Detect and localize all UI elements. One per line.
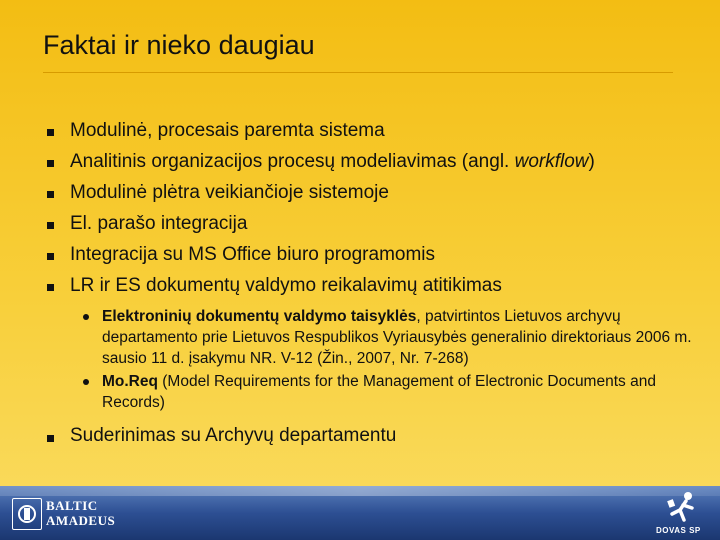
bullet-text: Integracija su MS Office biuro programomis (70, 244, 436, 265)
bullet-item (47, 119, 717, 150)
square-bullet-icon (47, 160, 54, 167)
bullet-item (47, 181, 717, 212)
baltic-amadeus-logo-icon (12, 498, 42, 530)
bullet-item (47, 274, 717, 305)
sub-bullet-text: , patvirtintos Lietuvos archyvų departamento prie Lietuvos Respublikos Vyriausybės generalinio direktoriaus 2006 m. sausio 11 d. įsakymu NR. V-12 (Žin., 2007, Nr. 7-268) (102, 308, 692, 367)
bullet-text: LR ir ES dokumentų valdymo reikalavimų atitikimas (70, 275, 502, 296)
slide-title: Faktai ir nieko daugiau (43, 30, 315, 60)
round-bullet-icon (83, 314, 89, 320)
square-bullet-icon (47, 284, 54, 291)
bullet-text: Modulinė plėtra veikiančioje sistemoje (70, 182, 389, 203)
bullet-item (47, 212, 717, 243)
bullet-item (47, 425, 647, 451)
sub-bullet-list (80, 306, 700, 415)
square-bullet-icon (47, 222, 54, 229)
partner-logo-text: DOVAS SP (656, 526, 701, 535)
bullet-text: Modulinė, procesais paremta sistema (70, 120, 385, 141)
bullet-text: El. parašo integracija (70, 213, 248, 234)
round-bullet-icon (83, 379, 89, 385)
title-divider (43, 72, 673, 73)
bullet-text: Suderinimas su Archyvų departamentu (70, 425, 397, 446)
square-bullet-icon (47, 129, 54, 136)
bullet-list (47, 119, 717, 305)
workflow-term: workflow (514, 151, 589, 172)
sub-bullet-text: (Model Requirements for the Management of Electronic Documents and Records) (102, 373, 656, 411)
bullet-item (47, 243, 717, 274)
square-bullet-icon (47, 253, 54, 260)
sub-bullet-bold: Mo.Req (102, 373, 158, 390)
sub-bullet-item (80, 371, 700, 413)
bullet-text: Analitinis organizacijos procesų modeliavimas (angl. workflow) (70, 151, 595, 172)
partner-logo-icon (662, 490, 702, 524)
sub-bullet-item (80, 306, 700, 369)
footer-highlight (0, 486, 720, 496)
brand-name: BALTIC AMADEUS (46, 498, 116, 528)
sub-bullet-bold: Elektroninių dokumentų valdymo taisyklės (102, 308, 417, 325)
bullet-item (47, 150, 717, 181)
square-bullet-icon (47, 435, 54, 442)
square-bullet-icon (47, 191, 54, 198)
